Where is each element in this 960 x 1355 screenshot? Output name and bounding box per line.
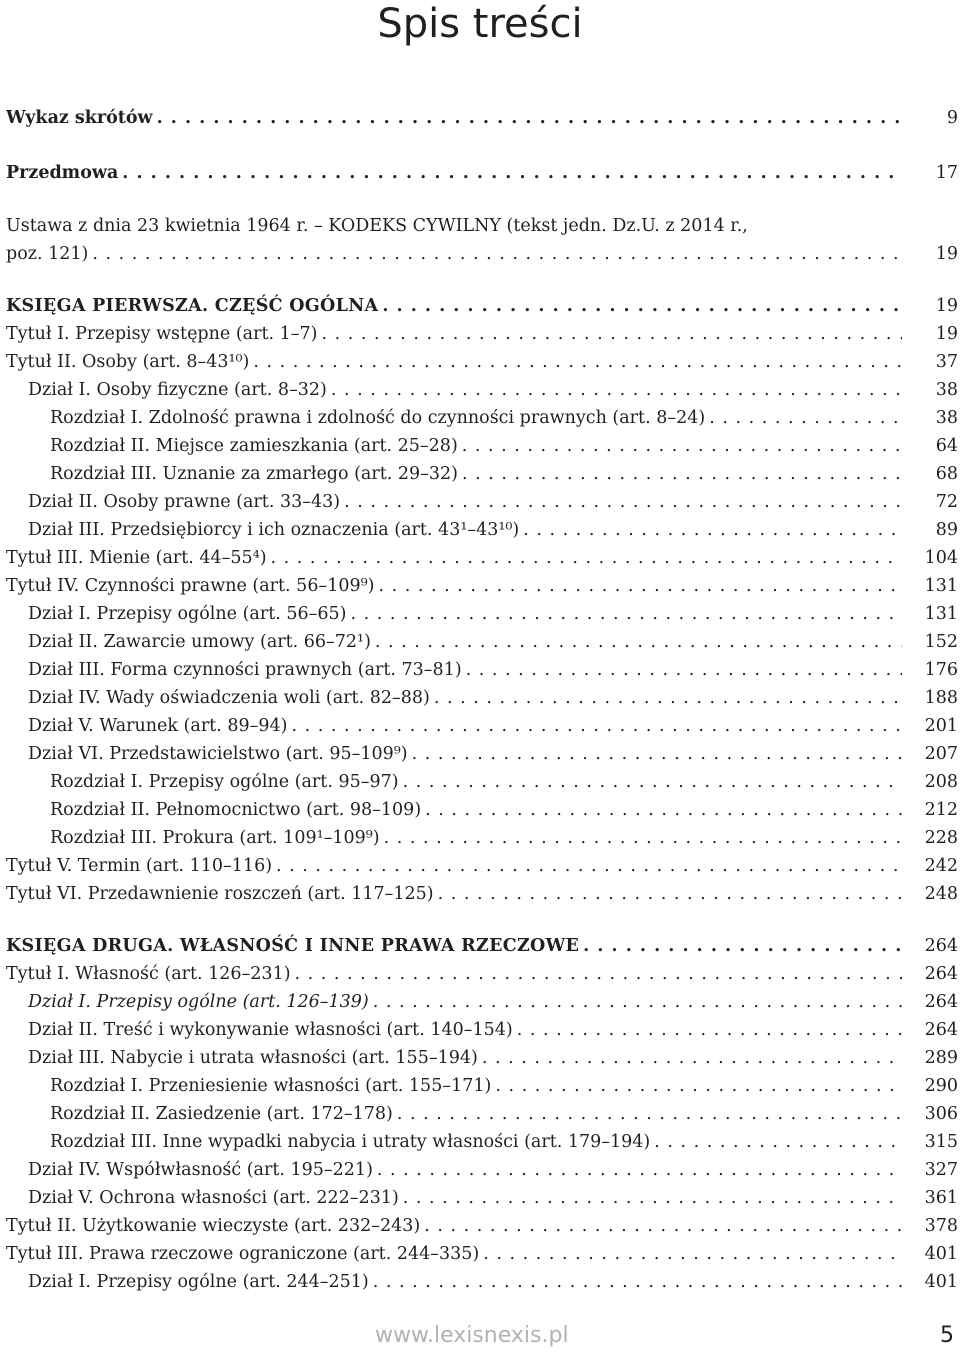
- toc-entry-label: Dział VI. Przedstawicielstwo (art. 95–109⁹) . . .: [28, 740, 902, 768]
- toc-entry-wykaz-skrotow[interactable]: [0, 104, 960, 132]
- toc-entry[interactable]: [0, 1128, 960, 1156]
- toc-entry-label: Dział V. Ochrona własności (art. 222–231) . . .: [28, 1184, 902, 1212]
- toc-entry-label: Tytuł IV. Czynności prawne (art. 56–109⁹) . . .: [6, 572, 902, 600]
- toc-entry[interactable]: [0, 988, 960, 1016]
- toc-page-number: 378: [924, 1216, 958, 1236]
- toc-entry[interactable]: [0, 1072, 960, 1100]
- toc-entry-label: Dział III. Nabycie i utrata własności (art. 155–194) . . .: [28, 1044, 902, 1072]
- toc-entry-label: Dział V. Warunek (art. 89–94) . . .: [28, 712, 902, 740]
- toc-page-number: 207: [924, 744, 958, 764]
- toc-page-number: 38: [935, 408, 958, 428]
- toc-page-number: 19: [935, 324, 958, 344]
- toc-entry-label: Tytuł II. Osoby (art. 8–43¹⁰) . . .: [6, 348, 902, 376]
- toc-page-number: 264: [924, 1020, 958, 1040]
- toc-entry-label: Tytuł III. Mienie (art. 44–55⁴) . . .: [6, 544, 902, 572]
- toc-entry[interactable]: [0, 572, 960, 600]
- toc-entry-label: Rozdział III. Prokura (art. 109¹–109⁹) . . .: [50, 824, 902, 852]
- toc-entry[interactable]: [0, 460, 960, 488]
- toc-page-number: 290: [924, 1076, 958, 1096]
- toc-entry-label: Dział IV. Współwłasność (art. 195–221) . . .: [28, 1156, 902, 1184]
- toc-page-number: 19: [935, 296, 958, 316]
- toc-entry-label: Dział III. Przedsiębiorcy i ich oznaczenia (art. 43¹–43¹⁰) . . .: [28, 516, 902, 544]
- toc-entry-label: Rozdział II. Pełnomocnictwo (art. 98–109) . . .: [50, 796, 902, 824]
- toc-entry[interactable]: [0, 740, 960, 768]
- toc-entry-przedmowa[interactable]: [0, 159, 960, 187]
- toc-entry-label: KSIĘGA PIERWSZA. CZĘŚĆ OGÓLNA . . .: [6, 292, 902, 320]
- footer-page-number: 5: [940, 1323, 954, 1348]
- toc-entry-label: Tytuł V. Termin (art. 110–116) . . .: [6, 852, 902, 880]
- toc-entry-label: Rozdział II. Miejsce zamieszkania (art. 25–28) . . .: [50, 432, 902, 460]
- toc-page-number: 264: [924, 936, 958, 956]
- toc-entry[interactable]: [0, 488, 960, 516]
- toc-page-number: 228: [924, 828, 958, 848]
- toc-entry[interactable]: [0, 1100, 960, 1128]
- toc-page-number: 361: [924, 1188, 958, 1208]
- toc-page-number: 37: [935, 352, 958, 372]
- toc-entry[interactable]: [0, 1156, 960, 1184]
- toc-entry[interactable]: [0, 684, 960, 712]
- toc-page-number: 176: [924, 660, 958, 680]
- toc-page-number: 201: [924, 716, 958, 736]
- toc-entry[interactable]: [0, 1044, 960, 1072]
- toc-entry[interactable]: [0, 960, 960, 988]
- toc-entry[interactable]: [0, 880, 960, 908]
- toc-entry-label: Dział II. Osoby prawne (art. 33–43) . . .: [28, 488, 902, 516]
- toc-entry[interactable]: [0, 376, 960, 404]
- toc-page-number: 17: [935, 163, 958, 183]
- toc-entry[interactable]: [0, 1268, 960, 1296]
- toc-entry[interactable]: [0, 516, 960, 544]
- toc-entry[interactable]: [0, 768, 960, 796]
- toc-entry-label: Wykaz skrótów . . .: [6, 104, 902, 132]
- toc-entry[interactable]: [0, 1184, 960, 1212]
- toc-page-number: 264: [924, 992, 958, 1012]
- toc-entry-label: Rozdział I. Przepisy ogólne (art. 95–97) . . .: [50, 768, 902, 796]
- toc-entry-ustawa-line1: Ustawa z dnia 23 kwietnia 1964 r. – KODEKS CYWILNY (tekst jedn. Dz.U. z 2014 r.,: [6, 216, 748, 236]
- toc-entry-label: Dział IV. Wady oświadczenia woli (art. 82–88) . . .: [28, 684, 902, 712]
- toc-entry-label: Dział II. Zawarcie umowy (art. 66–72¹) . . .: [28, 628, 902, 656]
- toc-entry[interactable]: [0, 320, 960, 348]
- toc-page-number: 248: [924, 884, 958, 904]
- toc-entry-label: Rozdział I. Zdolność prawna i zdolność do czynności prawnych (art. 8–24) . . .: [50, 404, 902, 432]
- toc-page-number: 208: [924, 772, 958, 792]
- toc-entry-label: Dział II. Treść i wykonywanie własności (art. 140–154) . . .: [28, 1016, 902, 1044]
- toc-page-number: 306: [924, 1104, 958, 1124]
- toc-entry-label: KSIĘGA DRUGA. WŁASNOŚĆ I INNE PRAWA RZECZOWE . . .: [6, 932, 902, 960]
- toc-entry[interactable]: [0, 628, 960, 656]
- toc-page-number: 289: [924, 1048, 958, 1068]
- toc-entry-label: Tytuł I. Własność (art. 126–231) . . .: [6, 960, 902, 988]
- toc-entry-label: Rozdział I. Przeniesienie własności (art. 155–171) . . .: [50, 1072, 902, 1100]
- toc-entry-label: Dział I. Osoby fizyczne (art. 8–32) . . .: [28, 376, 902, 404]
- toc-page-number: 327: [924, 1160, 958, 1180]
- toc-page-number: 19: [935, 244, 958, 264]
- toc-entry-label: Przedmowa . . .: [6, 159, 902, 187]
- toc-entry[interactable]: [0, 656, 960, 684]
- page-title: Spis treści: [377, 1, 583, 47]
- toc-entry-label: Rozdział II. Zasiedzenie (art. 172–178) . . .: [50, 1100, 902, 1128]
- toc-page-number: 64: [935, 436, 958, 456]
- toc-entry-label: Dział I. Przepisy ogólne (art. 126–139) . . .: [28, 988, 902, 1016]
- toc-entry[interactable]: [0, 544, 960, 572]
- toc-page-number: 188: [924, 688, 958, 708]
- toc-entry[interactable]: [0, 852, 960, 880]
- toc-entry-label: Tytuł I. Przepisy wstępne (art. 1–7) . . .: [6, 320, 902, 348]
- toc-page-number: 315: [924, 1132, 958, 1152]
- toc-page-number: 68: [935, 464, 958, 484]
- toc-entry[interactable]: [0, 1016, 960, 1044]
- toc-entry-label: poz. 121) . . .: [6, 240, 902, 268]
- toc-entry[interactable]: [0, 796, 960, 824]
- toc-page-number: 38: [935, 380, 958, 400]
- toc-page-number: 401: [924, 1272, 958, 1292]
- toc-entry-label: Tytuł II. Użytkowanie wieczyste (art. 232–243) . . .: [6, 1212, 902, 1240]
- toc-page-number: 152: [924, 632, 958, 652]
- toc-page-number: 9: [946, 108, 958, 128]
- toc-page-number: 131: [924, 604, 958, 624]
- toc-entry-label: Dział I. Przepisy ogólne (art. 56–65) . . .: [28, 600, 902, 628]
- toc-page-number: 72: [935, 492, 958, 512]
- toc-page-number: 104: [924, 548, 958, 568]
- toc-entry-ustawa[interactable]: [0, 240, 960, 268]
- toc-entry[interactable]: [0, 432, 960, 460]
- toc-page-number: 89: [935, 520, 958, 540]
- toc-page-number: 212: [924, 800, 958, 820]
- toc-entry[interactable]: [0, 404, 960, 432]
- toc-entry[interactable]: [0, 600, 960, 628]
- toc-entry[interactable]: [0, 712, 960, 740]
- toc-entry[interactable]: [0, 1240, 960, 1268]
- footer-url-link[interactable]: www.lexisnexis.pl: [375, 1323, 569, 1348]
- toc-page-number: 131: [924, 576, 958, 596]
- toc-entry-ksiega-druga[interactable]: [0, 932, 960, 960]
- toc-entry[interactable]: [0, 1212, 960, 1240]
- toc-entry-label: Rozdział III. Inne wypadki nabycia i utraty własności (art. 179–194) . . .: [50, 1128, 902, 1156]
- toc-entry[interactable]: [0, 824, 960, 852]
- toc-entry[interactable]: [0, 348, 960, 376]
- toc-entry-ksiega-pierwsza[interactable]: [0, 292, 960, 320]
- toc-entry-label: Rozdział III. Uznanie za zmarłego (art. 29–32) . . .: [50, 460, 902, 488]
- toc-entry-label: Dział III. Forma czynności prawnych (art. 73–81) . . .: [28, 656, 902, 684]
- toc-entry-label: Dział I. Przepisy ogólne (art. 244–251) . . .: [28, 1268, 902, 1296]
- toc-entry-label: Tytuł III. Prawa rzeczowe ograniczone (art. 244–335) . . .: [6, 1240, 902, 1268]
- toc-page-number: 242: [924, 856, 958, 876]
- toc-page-number: 264: [924, 964, 958, 984]
- toc-entry-label: Tytuł VI. Przedawnienie roszczeń (art. 117–125) . . .: [6, 880, 902, 908]
- toc-page-number: 401: [924, 1244, 958, 1264]
